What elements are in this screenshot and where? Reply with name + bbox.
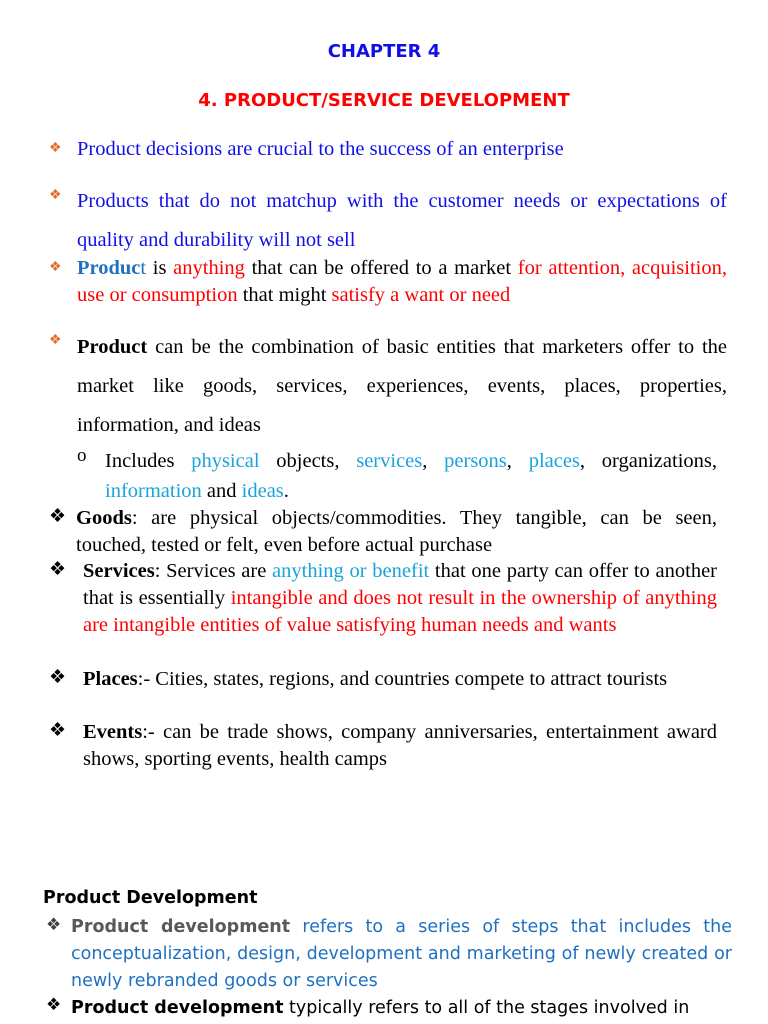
text-services-are: : Services are bbox=[154, 560, 273, 582]
term-ideas: ideas bbox=[241, 480, 284, 502]
term-persons: persons bbox=[444, 450, 507, 472]
text-places: :- Cities, states, regions, and countries compete to attract tourists bbox=[137, 668, 668, 690]
text-objects: objects, bbox=[259, 450, 357, 472]
bullet-product-definition bbox=[77, 255, 727, 309]
circle-bullet-icon: o bbox=[77, 445, 87, 466]
term-intangible: intangible and does not result in the ownership of anything are intangible entities of value satisfying human needs and wants bbox=[83, 587, 717, 636]
bullet-goods bbox=[76, 505, 717, 559]
term-satisfy: satisfy a want or need bbox=[331, 284, 511, 306]
product-development-item-2 bbox=[71, 995, 732, 1022]
product-development-item-1 bbox=[71, 914, 732, 995]
term-services: Services bbox=[83, 560, 155, 582]
chapter-heading: CHAPTER 4 bbox=[327, 41, 441, 62]
diamond-bullet-icon: ❖ bbox=[49, 333, 62, 348]
product-development-heading: Product Development bbox=[43, 888, 258, 908]
term-product-development: Product development bbox=[71, 998, 284, 1018]
text-goods: : are physical objects/commodities. They tangible, can be seen, touched, tested or felt, even before actual purchase bbox=[76, 507, 717, 556]
diamond-bullet-icon: ❖ bbox=[46, 995, 62, 1014]
text-events: :- can be trade shows, company anniversaries, entertainment award shows, sporting events, health camps bbox=[83, 721, 717, 770]
section-title: 4. PRODUCT/SERVICE DEVELOPMENT bbox=[198, 90, 570, 111]
diamond-bullet-icon: ❖ bbox=[49, 667, 67, 688]
term-events: Events bbox=[83, 721, 143, 743]
text-stages: typically refers to all of the stages involved in bbox=[283, 998, 690, 1018]
sub-bullet-includes bbox=[105, 446, 717, 506]
term-services: services bbox=[356, 450, 423, 472]
diamond-bullet-icon: ❖ bbox=[49, 141, 62, 156]
bullet-product-combination bbox=[77, 328, 727, 445]
text-combination: can be the combination of basic entities that marketers offer to the market like goods, services, experiences, events, places, properties, information, and ideas bbox=[77, 336, 727, 436]
diamond-bullet-icon: ❖ bbox=[49, 559, 67, 580]
term-places: Places bbox=[83, 668, 138, 690]
text-might: that might bbox=[237, 284, 332, 306]
text-one-party: that one party can offer to another that is essentially bbox=[83, 560, 717, 609]
text-includes: Includes bbox=[105, 450, 192, 472]
diamond-bullet-icon: ❖ bbox=[49, 188, 62, 203]
bullet-decisions: Product decisions are crucial to the success of an enterprise bbox=[77, 138, 564, 160]
term-attention: for attention, acquisition, use or consumption bbox=[77, 257, 727, 306]
text-offered: that can be offered to a market bbox=[244, 257, 518, 279]
text-is: is bbox=[146, 257, 174, 279]
diamond-bullet-icon: ❖ bbox=[46, 915, 62, 934]
diamond-bullet-icon: ❖ bbox=[49, 506, 67, 527]
bullet-matchup: Products that do not matchup with the customer needs or expectations of quality and durability will not sell bbox=[77, 190, 727, 251]
text-period: . bbox=[283, 480, 289, 502]
bullet-places bbox=[83, 666, 717, 693]
term-physical: physical bbox=[191, 450, 260, 472]
bullet-services bbox=[83, 558, 717, 639]
diamond-bullet-icon: ❖ bbox=[49, 260, 62, 275]
term-places: places bbox=[528, 450, 580, 472]
diamond-bullet-icon: ❖ bbox=[49, 720, 67, 741]
term-produc: Produc bbox=[77, 257, 141, 279]
bullet-events bbox=[83, 719, 717, 773]
text-product-development-definition: refers to a series of steps that includes the conceptualization, design, development and marketing of newly created or newly rebranded goods or services bbox=[71, 917, 732, 991]
text-comma: , bbox=[422, 450, 445, 472]
text-and: and bbox=[201, 480, 242, 502]
term-anything: anything bbox=[173, 257, 245, 279]
term-goods: Goods bbox=[76, 507, 132, 529]
term-product: Product bbox=[77, 336, 148, 358]
term-t: t bbox=[140, 257, 147, 279]
text-organizations: , organizations, bbox=[579, 450, 717, 472]
text-comma: , bbox=[506, 450, 529, 472]
term-anything-benefit: anything or benefit bbox=[272, 560, 430, 582]
term-product-development: Product development bbox=[71, 917, 291, 937]
term-information: information bbox=[105, 480, 202, 502]
